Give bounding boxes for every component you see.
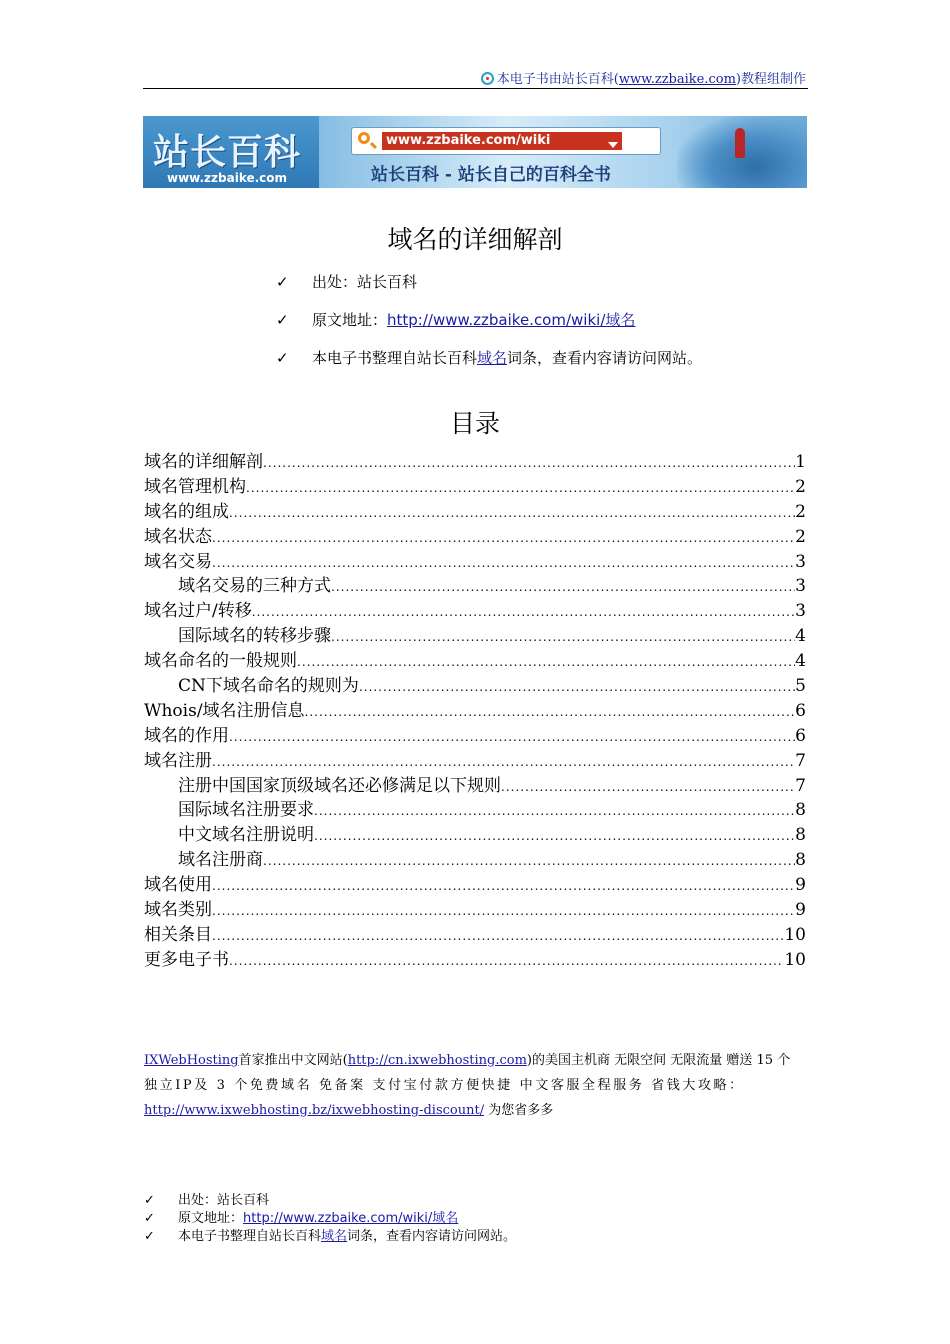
toc-leader (297, 650, 795, 675)
footer-note-link[interactable]: 域名 (321, 1229, 348, 1244)
banner[interactable] (143, 116, 807, 188)
toc-leader (314, 799, 795, 824)
banner-logo (143, 116, 319, 188)
header-text-pre: 本电子书由站长百科( (496, 72, 619, 87)
toc-subentry[interactable] (144, 798, 806, 823)
toc-entry-text: 域名管理机构 (144, 476, 246, 497)
meta-url-link[interactable]: http://www.zzbaike.com/wiki/域名 (387, 311, 636, 329)
banner-logo-url: www.zzbaike.com (167, 171, 288, 185)
toc-leader (229, 501, 795, 526)
toc-entry-text: 更多电子书 (144, 949, 229, 970)
footer-note-post: 词条，查看内容请访问网站。 (347, 1229, 517, 1244)
check-icon: ✓ (276, 349, 289, 367)
ad-discount-link[interactable]: http://www.ixwebhosting.bz/ixwebhosting-discount/ (144, 1103, 485, 1118)
toc-leader (314, 824, 795, 849)
toc-leader (212, 874, 795, 899)
toc-entry-text: 域名的作用 (144, 725, 229, 746)
banner-person-icon (735, 128, 745, 158)
header-text-post: )教程组制作 (735, 72, 806, 87)
toc-entry[interactable] (144, 749, 806, 774)
ad-line-2: 独立IP及 3 个免费域名 免备案 支付宝付款方便快捷 中文客服全程服务 省钱大攻略： (144, 1078, 745, 1093)
meta-note-post: 词条，查看内容请访问网站。 (507, 349, 703, 367)
toc-entry-text: 相关条目 (144, 924, 212, 945)
toc-entry-text: 中文域名注册说明 (178, 825, 314, 846)
footer-source (144, 1192, 516, 1210)
toc-entry-text: 域名交易 (144, 551, 212, 572)
toc-page-number: 4 (795, 626, 806, 647)
dropdown-arrow-icon (608, 142, 618, 148)
toc-entry[interactable] (144, 550, 806, 575)
banner-tagline: 站长百科 - 站长自己的百科全书 (371, 165, 611, 185)
toc-page-number: 10 (784, 924, 806, 945)
toc-page-number: 7 (795, 775, 806, 796)
toc-entry[interactable] (144, 699, 806, 724)
toc-page-number: 6 (795, 700, 806, 721)
toc-leader (212, 750, 795, 775)
footer-source-text: 出处：站长百科 (178, 1193, 270, 1208)
meta-note (276, 348, 702, 386)
toc-entry[interactable] (144, 599, 806, 624)
footer-url-label: 原文地址： (178, 1211, 244, 1226)
ad-brand-link[interactable]: IXWebHosting (144, 1053, 239, 1068)
check-icon: ✓ (276, 311, 289, 329)
toc-page-number: 3 (795, 601, 806, 622)
toc-entry[interactable] (144, 898, 806, 923)
toc-entry[interactable] (144, 500, 806, 525)
toc-entry-text: 国际域名的转移步骤 (178, 626, 331, 647)
toc-leader (252, 600, 795, 625)
toc-entry-text: 域名注册 (144, 750, 212, 771)
toc-leader (331, 625, 795, 650)
ad-text-3: 为您省多多 (484, 1103, 554, 1118)
toc-page-number: 5 (795, 676, 806, 697)
toc-leader (212, 551, 795, 576)
meta-list (276, 272, 702, 386)
ad-text-2: )的美国主机商 无限空间 无限流量 赠送 15 个 (526, 1053, 791, 1068)
footer-note (144, 1228, 516, 1246)
toc-entry-text: 注册中国国家顶级域名还必修满足以下规则 (178, 775, 501, 796)
banner-search-value: www.zzbaike.com/wiki (386, 133, 551, 148)
document-title: 域名的详细解剖 (387, 225, 563, 254)
toc-page-number: 4 (795, 651, 806, 672)
toc-leader (229, 725, 795, 750)
toc-leader (212, 526, 795, 551)
toc-entry-text: 域名类别 (144, 900, 212, 921)
ad-line-3 (144, 1098, 808, 1123)
toc-entry[interactable] (144, 525, 806, 550)
toc-entry[interactable] (144, 923, 806, 948)
toc-leader (229, 949, 784, 974)
ad-cn-link[interactable]: http://cn.ixwebhosting.com (347, 1053, 527, 1068)
toc-entry-text: 域名过户/转移 (144, 601, 252, 622)
footer-url (144, 1210, 516, 1228)
header-text (481, 68, 806, 87)
toc-leader (212, 899, 795, 924)
search-icon (358, 132, 370, 144)
toc-leader (359, 675, 795, 700)
footer-meta-list (144, 1192, 516, 1246)
toc-subentry[interactable] (144, 574, 806, 599)
toc-entry-text: 域名交易的三种方式 (178, 576, 331, 597)
page-header (143, 66, 808, 89)
toc-leader (305, 700, 796, 725)
toc-page-number: 2 (795, 501, 806, 522)
toc-page-number: 2 (795, 476, 806, 497)
toc-leader (263, 451, 795, 476)
toc-entry[interactable] (144, 724, 806, 749)
meta-source (276, 272, 702, 310)
toc-leader (263, 849, 795, 874)
toc-page-number: 1 (795, 452, 806, 472)
footer-note-pre: 本电子书整理自站长百科 (178, 1229, 322, 1244)
toc-entry-text: 域名状态 (144, 526, 212, 547)
toc-entry-text: CN下域名命名的规则为 (178, 676, 359, 697)
footer-url-link[interactable]: http://www.zzbaike.com/wiki/域名 (243, 1211, 459, 1226)
banner-search-box (351, 127, 661, 155)
toc-entry[interactable] (144, 948, 806, 973)
toc-page-number: 8 (795, 800, 806, 821)
toc-subentry[interactable] (144, 674, 806, 699)
toc-page-number: 8 (795, 850, 806, 871)
toc-entry-text: 域名的组成 (144, 501, 229, 522)
toc-entry[interactable] (144, 649, 806, 674)
meta-url (276, 310, 702, 348)
toc-subentry[interactable] (144, 624, 806, 649)
banner-logo-text: 站长百科 (153, 132, 302, 173)
banner-search-field (382, 132, 622, 150)
toc-page-number: 9 (795, 900, 806, 921)
toc-title: 目录 (449, 409, 500, 438)
meta-source-text: 出处：站长百科 (312, 273, 418, 291)
meta-note-pre: 本电子书整理自站长百科 (312, 349, 478, 367)
toc-page-number: 8 (795, 825, 806, 846)
zzbaike-logo-icon (481, 72, 494, 85)
check-icon: ✓ (144, 1193, 155, 1208)
meta-url-label: 原文地址： (312, 311, 388, 329)
toc-entry-text: Whois/域名注册信息 (144, 700, 305, 721)
toc-page-number: 7 (795, 750, 806, 771)
toc-entry-text: 域名使用 (144, 875, 212, 896)
toc-entry-text: 域名命名的一般规则 (144, 651, 297, 672)
table-of-contents (144, 450, 806, 973)
ad-line-1 (144, 1048, 808, 1073)
toc-subentry[interactable] (144, 848, 806, 873)
toc-page-number: 2 (795, 526, 806, 547)
toc-entry-text: 域名注册商 (178, 850, 263, 871)
toc-page-number: 9 (795, 875, 806, 896)
toc-page-number: 6 (795, 725, 806, 746)
toc-leader (501, 775, 795, 800)
toc-entry[interactable] (144, 873, 806, 898)
toc-page-number: 10 (784, 949, 806, 970)
toc-entry-text: 域名的详细解剖 (144, 452, 263, 472)
header-link[interactable]: www.zzbaike.com (618, 72, 736, 87)
toc-leader (246, 476, 795, 501)
toc-page-number: 3 (795, 576, 806, 597)
toc-subentry[interactable] (144, 774, 806, 799)
toc-page-number: 3 (795, 551, 806, 572)
ad-text-1: 首家推出中文网站( (238, 1053, 348, 1068)
toc-subentry[interactable] (144, 823, 806, 848)
toc-leader (331, 575, 795, 600)
toc-entry[interactable] (144, 450, 806, 475)
check-icon: ✓ (276, 273, 289, 291)
meta-note-link[interactable]: 域名 (477, 349, 508, 367)
toc-entry[interactable] (144, 475, 806, 500)
hosting-ad (144, 1048, 808, 1123)
toc-leader (212, 924, 784, 949)
check-icon: ✓ (144, 1211, 155, 1226)
check-icon: ✓ (144, 1229, 155, 1244)
toc-entry-text: 国际域名注册要求 (178, 800, 314, 821)
